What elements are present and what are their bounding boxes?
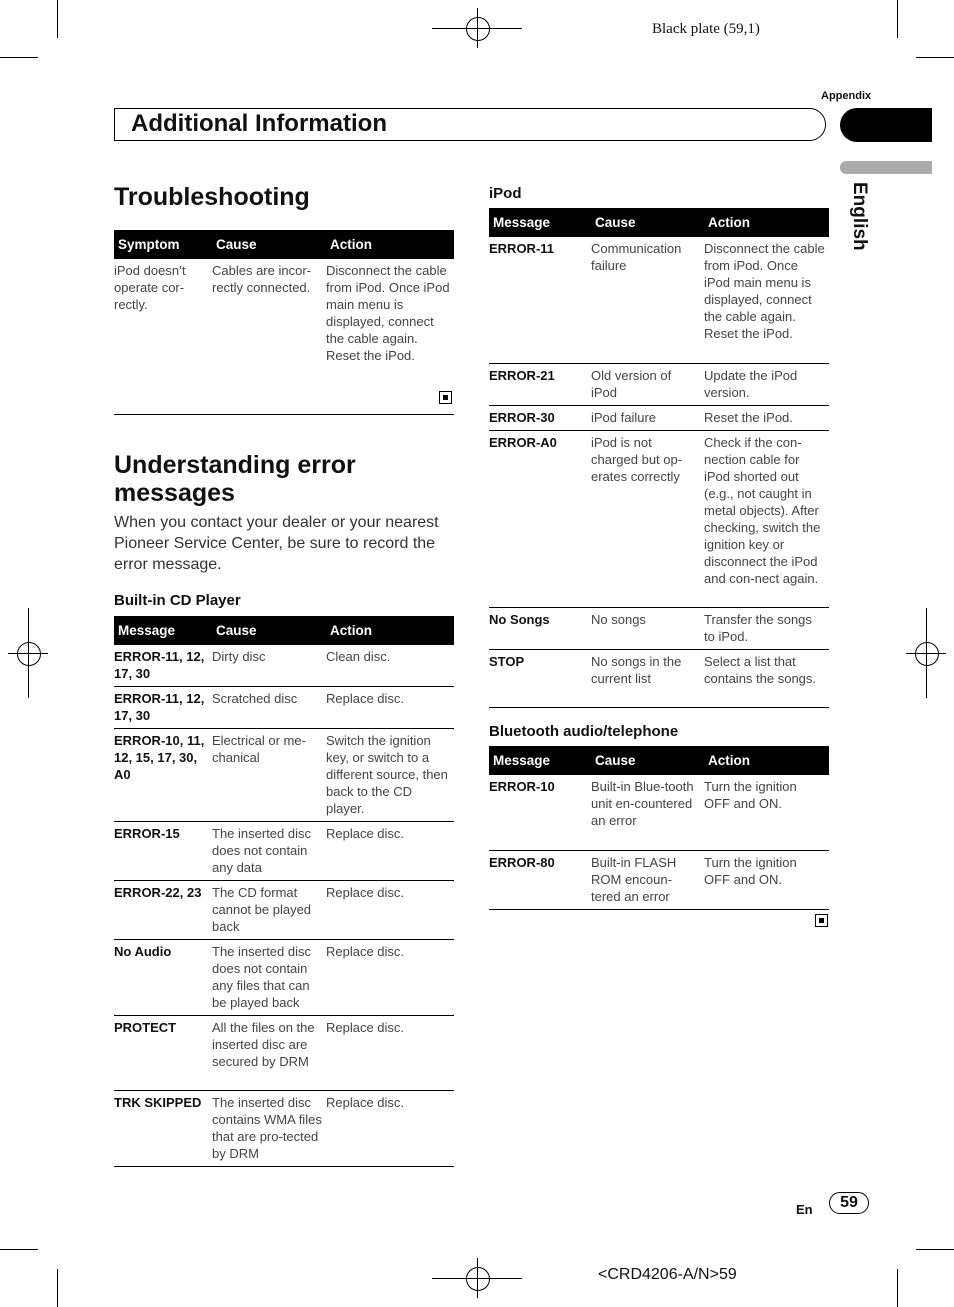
message-cell: ERROR-11, 12, 17, 30 bbox=[114, 687, 212, 729]
cause-cell: The inserted disc does not contain any files that can be played back bbox=[212, 940, 326, 1016]
message-cell: ERROR-80 bbox=[489, 850, 591, 909]
table-row bbox=[114, 729, 454, 822]
crop-mark bbox=[57, 0, 58, 38]
bluetooth-table bbox=[489, 746, 829, 910]
col-symptom: Symptom bbox=[114, 230, 212, 259]
table-row bbox=[489, 850, 829, 909]
col-cause: Cause bbox=[591, 208, 704, 237]
action-cell: Replace disc. bbox=[326, 687, 454, 729]
col-message: Message bbox=[114, 616, 212, 645]
cause-cell: Old version of iPod bbox=[591, 363, 704, 405]
cause-cell: Communication failure bbox=[591, 237, 704, 363]
message-cell: ERROR-11, 12, 17, 30 bbox=[114, 645, 212, 687]
message-cell: ERROR-22, 23 bbox=[114, 881, 212, 940]
ipod-heading: iPod bbox=[489, 185, 522, 202]
cause-cell: Built-in Blue-tooth unit en-countered an error bbox=[591, 775, 704, 850]
col-action: Action bbox=[326, 616, 454, 645]
action-cell: Select a list that contains the songs. bbox=[704, 649, 829, 707]
message-cell: ERROR-10 bbox=[489, 775, 591, 850]
table-row bbox=[114, 1091, 454, 1167]
crop-mark bbox=[916, 57, 954, 58]
action-cell: Disconnect the cable from iPod. Once iPod main menu is displayed, connect the cable again. Reset the iPod. bbox=[326, 259, 454, 414]
cause-cell: iPod failure bbox=[591, 405, 704, 430]
table-row bbox=[489, 649, 829, 707]
cause-cell: Built-in FLASH ROM encoun-tered an error bbox=[591, 850, 704, 909]
registration-mark bbox=[17, 642, 41, 666]
crop-mark bbox=[57, 1269, 58, 1307]
table-row bbox=[114, 881, 454, 940]
troubleshooting-table bbox=[114, 230, 454, 415]
cause-cell: The inserted disc contains WMA files that are pro-tected by DRM bbox=[212, 1091, 326, 1167]
col-cause: Cause bbox=[212, 230, 326, 259]
table-row bbox=[114, 940, 454, 1016]
page-language: En bbox=[796, 1202, 813, 1217]
table-row bbox=[114, 1016, 454, 1091]
message-cell: No Audio bbox=[114, 940, 212, 1016]
cd-player-table bbox=[114, 616, 454, 1167]
message-cell: PROTECT bbox=[114, 1016, 212, 1091]
action-cell: Check if the con-nection cable for iPod shorted out (e.g., not caught in metal objects). After checking, switch the ignition key or disconnect the iPod and con-nect again. bbox=[704, 430, 829, 607]
table-row bbox=[114, 822, 454, 881]
action-cell: Replace disc. bbox=[326, 881, 454, 940]
chapter-tab-bar bbox=[840, 161, 932, 174]
table-row bbox=[489, 237, 829, 363]
cause-cell: All the files on the inserted disc are secured by DRM bbox=[212, 1016, 326, 1091]
message-cell: ERROR-30 bbox=[489, 405, 591, 430]
plate-label: Black plate (59,1) bbox=[652, 21, 760, 37]
page-number: 59 bbox=[829, 1192, 869, 1214]
registration-mark bbox=[915, 642, 939, 666]
col-action: Action bbox=[326, 230, 454, 259]
error-messages-title: Understanding error messages bbox=[114, 451, 356, 507]
cause-cell: Electrical or me-chanical bbox=[212, 729, 326, 822]
troubleshooting-title: Troubleshooting bbox=[114, 183, 310, 211]
document-code: <CRD4206-A/N>59 bbox=[598, 1266, 737, 1283]
cause-cell: The CD format cannot be played back bbox=[212, 881, 326, 940]
col-cause: Cause bbox=[591, 746, 704, 775]
crop-mark bbox=[0, 1249, 38, 1250]
action-cell: Disconnect the cable from iPod. Once iPod main menu is displayed, connect the cable again. Reset the iPod. bbox=[704, 237, 829, 363]
message-cell: ERROR-10, 11, 12, 15, 17, 30, A0 bbox=[114, 729, 212, 822]
registration-mark bbox=[466, 1267, 490, 1291]
cause-cell: Cables are incor-rectly connected. bbox=[212, 259, 326, 414]
message-cell: ERROR-21 bbox=[489, 363, 591, 405]
action-cell: Turn the ignition OFF and ON. bbox=[704, 850, 829, 909]
end-mark-icon bbox=[815, 914, 828, 927]
message-cell: ERROR-A0 bbox=[489, 430, 591, 607]
section-header: Additional Information bbox=[131, 110, 387, 137]
action-cell: Update the iPod version. bbox=[704, 363, 829, 405]
table-row bbox=[114, 259, 454, 414]
action-cell: Reset the iPod. bbox=[704, 405, 829, 430]
registration-mark bbox=[466, 17, 490, 41]
cause-cell: The inserted disc does not contain any data bbox=[212, 822, 326, 881]
col-action: Action bbox=[704, 208, 829, 237]
chapter-tab bbox=[840, 108, 932, 142]
ipod-table bbox=[489, 208, 829, 708]
col-message: Message bbox=[489, 746, 591, 775]
message-cell: No Songs bbox=[489, 607, 591, 649]
bluetooth-heading: Bluetooth audio/telephone bbox=[489, 723, 679, 740]
message-cell: STOP bbox=[489, 649, 591, 707]
action-cell: Replace disc. bbox=[326, 1091, 454, 1167]
language-tab: English bbox=[849, 182, 870, 251]
cause-cell: No songs in the current list bbox=[591, 649, 704, 707]
table-row bbox=[489, 405, 829, 430]
action-cell: Transfer the songs to iPod. bbox=[704, 607, 829, 649]
table-row bbox=[489, 607, 829, 649]
crop-mark bbox=[897, 0, 898, 38]
table-row bbox=[489, 430, 829, 607]
cause-cell: Dirty disc bbox=[212, 645, 326, 687]
action-cell: Turn the ignition OFF and ON. bbox=[704, 775, 829, 850]
cause-cell: Scratched disc bbox=[212, 687, 326, 729]
end-mark-icon bbox=[439, 391, 452, 404]
col-message: Message bbox=[489, 208, 591, 237]
cause-cell: No songs bbox=[591, 607, 704, 649]
action-cell: Replace disc. bbox=[326, 1016, 454, 1091]
crop-mark bbox=[916, 1249, 954, 1250]
table-row bbox=[114, 645, 454, 687]
table-row bbox=[489, 363, 829, 405]
table-row bbox=[114, 687, 454, 729]
message-cell: ERROR-15 bbox=[114, 822, 212, 881]
crop-mark bbox=[0, 57, 38, 58]
col-action: Action bbox=[704, 746, 829, 775]
appendix-label: Appendix bbox=[821, 90, 872, 102]
message-cell: ERROR-11 bbox=[489, 237, 591, 363]
action-cell: Replace disc. bbox=[326, 822, 454, 881]
cause-cell: iPod is not charged but op-erates correctly bbox=[591, 430, 704, 607]
crop-mark bbox=[897, 1269, 898, 1307]
table-row bbox=[489, 775, 829, 850]
symptom-cell: iPod doesn’t operate cor-rectly. bbox=[114, 259, 212, 414]
action-cell: Switch the ignition key, or switch to a different source, then back to the CD player. bbox=[326, 729, 454, 822]
cd-player-heading: Built-in CD Player bbox=[114, 592, 241, 609]
action-cell: Clean disc. bbox=[326, 645, 454, 687]
action-cell: Replace disc. bbox=[326, 940, 454, 1016]
error-messages-intro: When you contact your dealer or your nearest Pioneer Service Center, be sure to record the error message. bbox=[114, 514, 439, 573]
message-cell: TRK SKIPPED bbox=[114, 1091, 212, 1167]
col-cause: Cause bbox=[212, 616, 326, 645]
